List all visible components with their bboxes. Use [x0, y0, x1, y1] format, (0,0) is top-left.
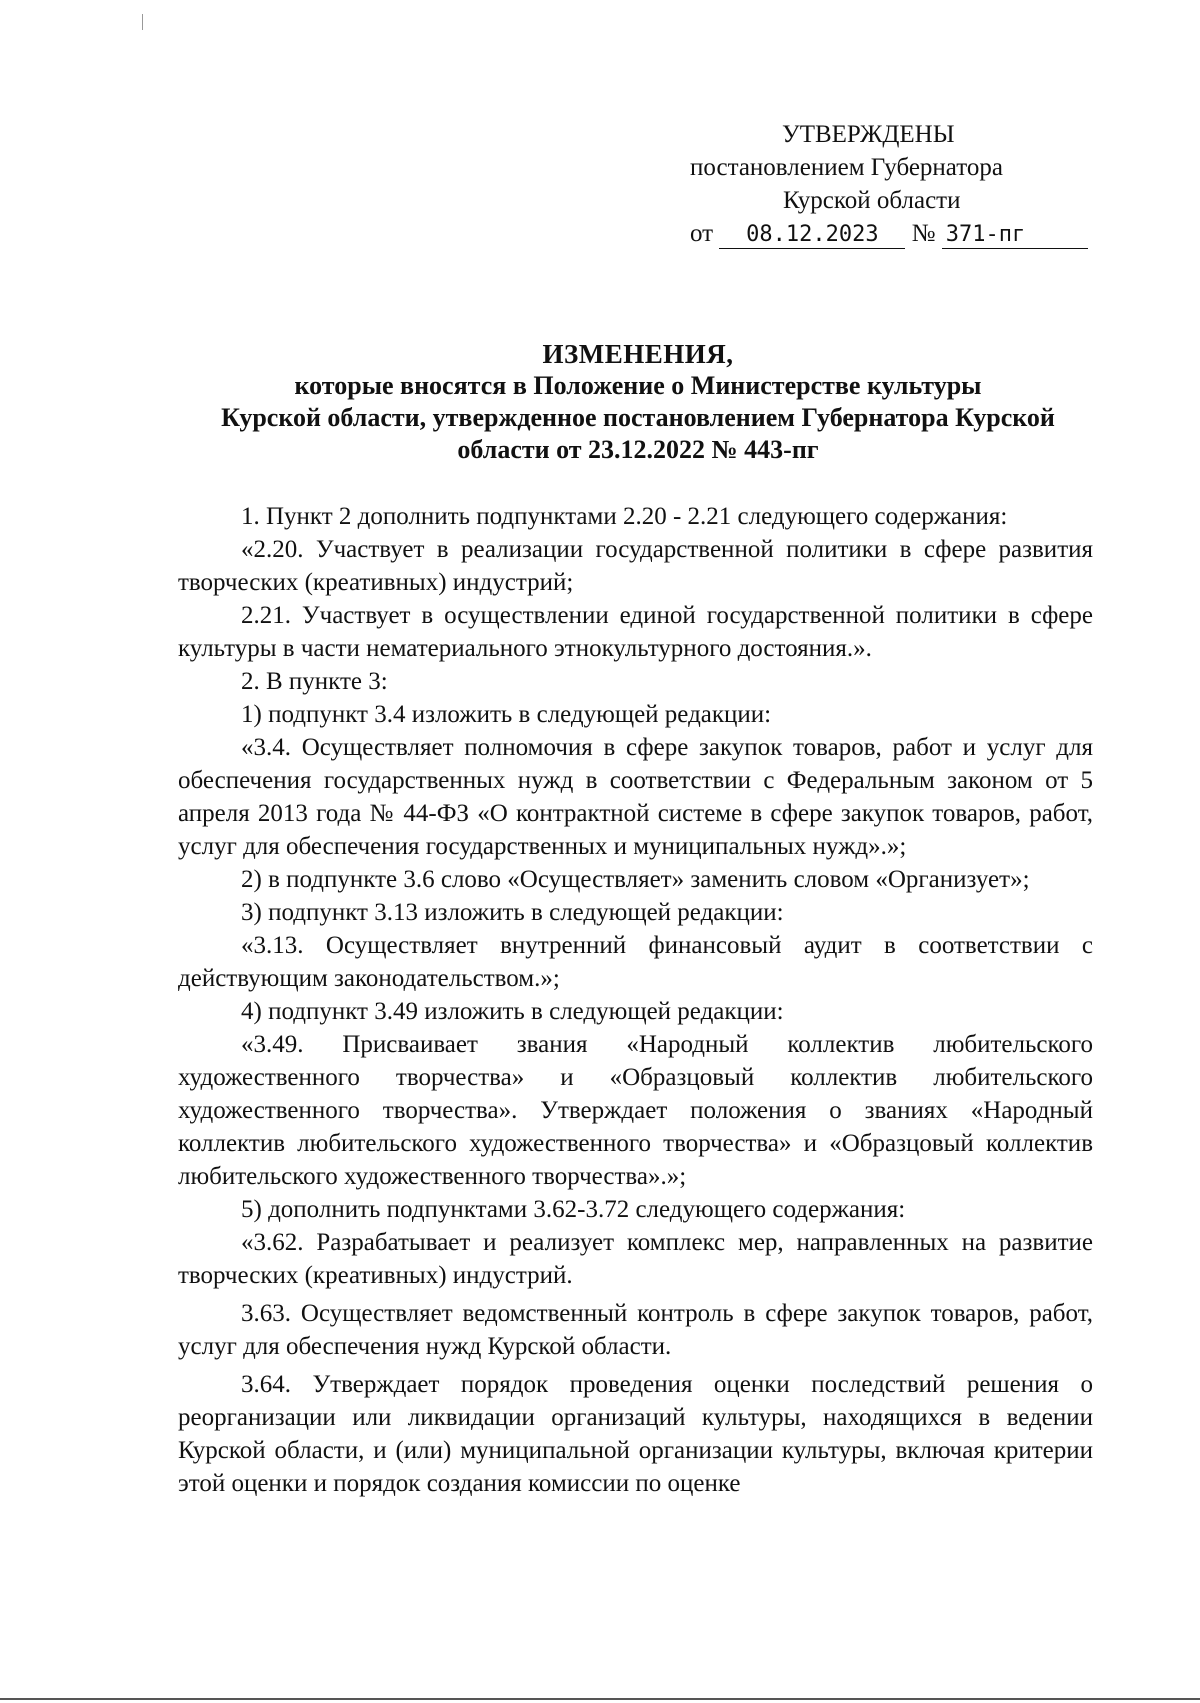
page-bottom-edge — [0, 1698, 1200, 1700]
approval-line-date-number — [690, 217, 1110, 250]
paragraph-8: 3) подпункт 3.13 изложить в следующей редакции: — [241, 899, 784, 926]
paragraph-12: 5) дополнить подпунктами 3.62-3.72 следующего содержания: — [241, 1196, 906, 1223]
paragraph-14: 3.63. Осуществляет ведомственный контроль в сфере закупок товаров, работ, услуг для обеспечения нужд Курской области. — [178, 1300, 1093, 1360]
paragraph-11: «3.49. Присваивает звания «Народный коллектив любительского художественного творчества» и «Образцовый коллектив любительского художественного творчества». Утверждает положения о званиях «Народный коллектив любительского художественного творчества» и «Образцовый коллектив любительского художественного творчества».»; — [178, 1031, 1093, 1190]
approval-line-region: Курской области — [783, 187, 961, 214]
paragraph-1: 1. Пункт 2 дополнить подпунктами 2.20 - 2.21 следующего содержания: — [241, 503, 1008, 530]
paragraph-13: «3.62. Разрабатывает и реализует комплекс мер, направленных на развитие творческих (креативных) индустрий. — [178, 1229, 1093, 1289]
scan-artifact — [142, 14, 143, 30]
paragraph-15: 3.64. Утверждает порядок проведения оценки последствий решения о реорганизации или ликвидации организаций культуры, находящихся в ведении Курской области, и (или) муниципальной организации культуры, включая критерии этой оценки и порядок создания комиссии по оценке — [178, 1371, 1093, 1497]
approval-date: 08.12.2023 — [719, 222, 905, 249]
paragraph-9: «3.13. Осуществляет внутренний финансовый аудит в соответствии с действующим законодательством.»; — [178, 932, 1093, 992]
approval-number: 371-пг — [942, 222, 1088, 249]
paragraph-6: «3.4. Осуществляет полномочия в сфере закупок товаров, работ и услуг для обеспечения государственных нужд в соответствии с Федеральным законом от 5 апреля 2013 года № 44-ФЗ «О контрактной системе в сфере закупок товаров, работ, услуг для обеспечения государственных и муниципальных нужд».»; — [178, 734, 1093, 860]
paragraph-5: 1) подпункт 3.4 изложить в следующей редакции: — [241, 701, 772, 728]
approval-stamp — [690, 118, 1110, 250]
paragraph-10: 4) подпункт 3.49 изложить в следующей редакции: — [241, 998, 784, 1025]
title-line-1: которые вносятся в Положение о Министерстве культуры — [294, 371, 982, 400]
paragraph-3: 2.21. Участвует в осуществлении единой государственной политики в сфере культуры в части нематериального этнокультурного достояния.». — [178, 602, 1093, 662]
paragraph-7: 2) в подпункте 3.6 слово «Осуществляет» заменить словом «Организует»; — [241, 866, 1030, 893]
title-main: ИЗМЕНЕНИЯ, — [542, 339, 734, 369]
date-prefix: от — [690, 220, 714, 247]
document-body — [178, 500, 1093, 1500]
document-title — [178, 338, 1098, 466]
paragraph-4: 2. В пункте 3: — [241, 668, 388, 695]
number-prefix: № — [911, 220, 936, 247]
approval-line-approved: УТВЕРЖДЕНЫ — [782, 121, 955, 148]
title-line-3: области от 23.12.2022 № 443-пг — [457, 435, 819, 464]
approval-line-resolution: постановлением Губернатора — [690, 154, 1003, 181]
paragraph-2: «2.20. Участвует в реализации государственной политики в сфере развития творческих (креативных) индустрий; — [178, 536, 1093, 596]
title-line-2: Курской области, утвержденное постановлением Губернатора Курской — [221, 403, 1055, 432]
